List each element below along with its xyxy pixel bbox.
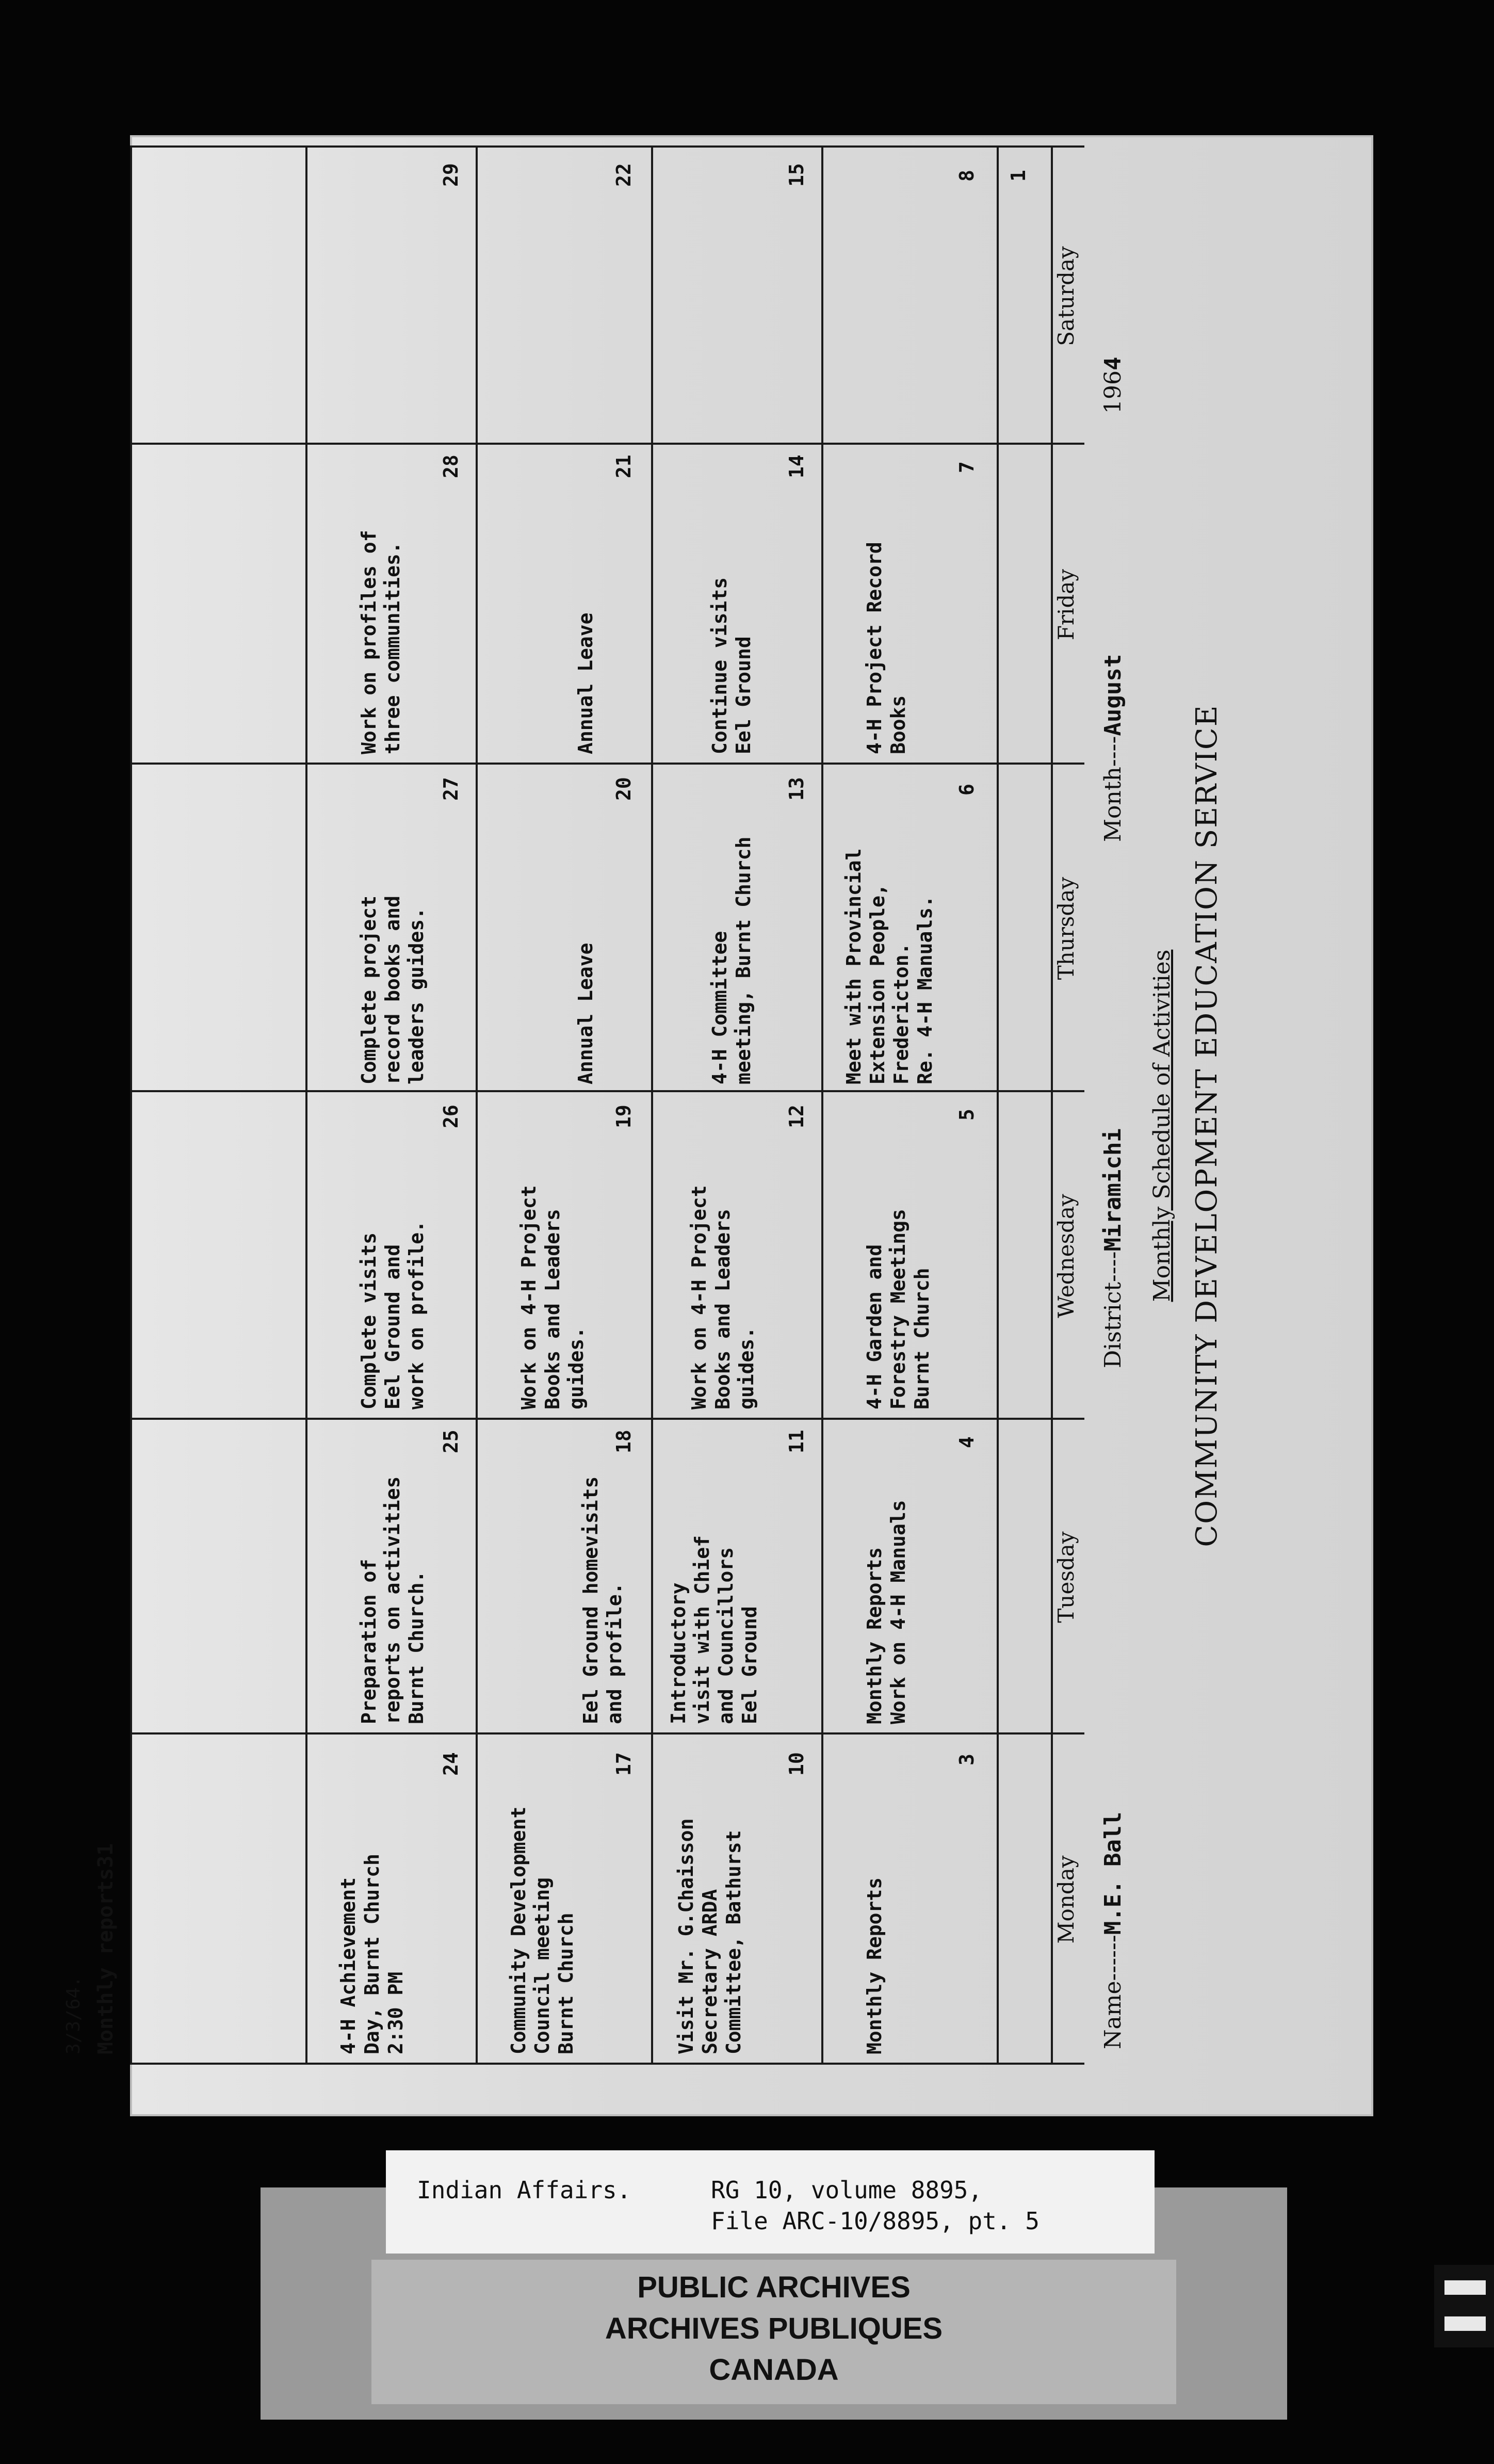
date-number: 29 (440, 163, 462, 187)
date-number: 28 (440, 455, 462, 478)
activity-cell: Introductory visit with Chief and Councillors Eel Ground (667, 1535, 761, 1724)
date-number: 26 (440, 1105, 462, 1128)
activity-cell: Work on profiles of three communities. (358, 530, 404, 754)
archive-line-2: ARCHIVES PUBLIQUES (605, 2312, 943, 2345)
date-number: 17 (612, 1752, 635, 1776)
district-field (1100, 1128, 1126, 1368)
archive-line-3: CANADA (709, 2353, 839, 2387)
date-number: 22 (612, 163, 635, 187)
date-number: 7 (955, 461, 978, 473)
year-field (1100, 357, 1126, 414)
district-value: Miramichi (1100, 1128, 1126, 1252)
date-number: 21 (612, 455, 635, 478)
activity-cell: Visit Mr. G.Chaisson Secretary ARDA Committee, Bathurst (675, 1818, 745, 2054)
activity-cell: 4-H Achievement Day, Burnt Church 2:30 PM (337, 1854, 407, 2054)
activity-cell: Continue visits Eel Ground (708, 577, 755, 754)
day-header-saturday: Saturday (1053, 246, 1079, 346)
activity-cell: Monthly Reports (863, 1877, 886, 2054)
date-number: 1 (1007, 170, 1030, 182)
date-number: 27 (440, 777, 462, 801)
monthly-reports-note: Monthly reports31 (94, 1843, 118, 2054)
archive-series: Indian Affairs. (417, 2176, 631, 2204)
date-number: 5 (955, 1109, 978, 1121)
name-label: Name------ (1100, 1935, 1126, 2049)
archive-reference-label (386, 2150, 1155, 2254)
activity-cell: Work on 4-H Project Books and Leaders guides. (517, 1185, 588, 1409)
document-date: 3/3/64. (63, 1976, 84, 2054)
date-number: 19 (612, 1105, 635, 1128)
activity-cell: 4-H Project Record Books (863, 542, 910, 754)
date-number: 11 (785, 1430, 808, 1453)
activity-cell: 4-H Garden and Forestry Meetings Burnt Church (863, 1209, 933, 1409)
calendar-grid (130, 145, 1084, 2065)
date-number: 25 (440, 1430, 462, 1453)
archive-line-1: PUBLIC ARCHIVES (637, 2271, 911, 2304)
date-number: 18 (612, 1430, 635, 1453)
date-number: 10 (785, 1752, 808, 1776)
date-number: 3 (955, 1754, 978, 1765)
page-subtitle: Monthly Schedule of Activities (1149, 949, 1175, 1302)
month-field (1100, 654, 1126, 842)
date-number: 20 (612, 777, 635, 801)
archive-plate-inner (371, 2260, 1176, 2404)
date-number: 15 (785, 163, 808, 187)
district-label: District---- (1100, 1251, 1126, 1368)
date-number: 24 (440, 1752, 462, 1776)
year-value: 4 (1100, 356, 1126, 371)
activity-cell: Annual Leave (574, 943, 597, 1084)
activity-cell: Annual Leave (574, 612, 597, 754)
month-value: August (1100, 654, 1126, 736)
activity-cell: Work on 4-H Project Books and Leaders guides. (688, 1185, 758, 1409)
date-number: 6 (955, 784, 978, 796)
activity-cell: Eel Ground homevisits and profile. (579, 1476, 626, 1724)
activity-cell: Preparation of reports on activities Burnt Church. (358, 1476, 428, 1724)
activity-cell: Complete visits Eel Ground and work on profile. (358, 1220, 428, 1409)
year-label: 196 (1100, 370, 1126, 414)
day-header-thursday: Thursday (1053, 877, 1079, 980)
day-header-wednesday: Wednesday (1053, 1194, 1079, 1318)
page-title: COMMUNITY DEVELOPMENT EDUCATION SERVICE (1190, 704, 1224, 1547)
archive-file: File ARC-10/8895, pt. 5 (711, 2207, 1040, 2235)
activity-cell: Complete project record books and leaders guides. (358, 895, 428, 1084)
name-value: M.E. Ball (1100, 1811, 1126, 1935)
day-header-friday: Friday (1053, 569, 1079, 641)
film-reel-marker (1434, 2265, 1494, 2347)
day-header-tuesday: Tuesday (1053, 1531, 1079, 1623)
archive-volume: RG 10, volume 8895, (711, 2176, 983, 2204)
activity-cell: Community Development Council meeting Burnt Church (507, 1806, 577, 2054)
activity-cell: Monthly Reports Work on 4-H Manuals (863, 1500, 910, 1724)
date-number: 8 (955, 170, 978, 182)
date-number: 4 (955, 1436, 978, 1448)
date-number: 14 (785, 455, 808, 478)
rotated-page (63, 135, 1373, 2116)
date-number: 12 (785, 1105, 808, 1128)
name-field (1100, 1812, 1126, 2049)
activity-cell: Meet with Provincial Extension People, Fredericton. Re. 4-H Manuals. (842, 848, 936, 1084)
activity-cell: 4-H Committee meeting, Burnt Church (708, 836, 755, 1084)
date-number: 13 (785, 777, 808, 801)
day-header-monday: Monday (1053, 1855, 1079, 1944)
schedule-sheet (63, 135, 1373, 2116)
month-label: Month---- (1100, 736, 1126, 842)
